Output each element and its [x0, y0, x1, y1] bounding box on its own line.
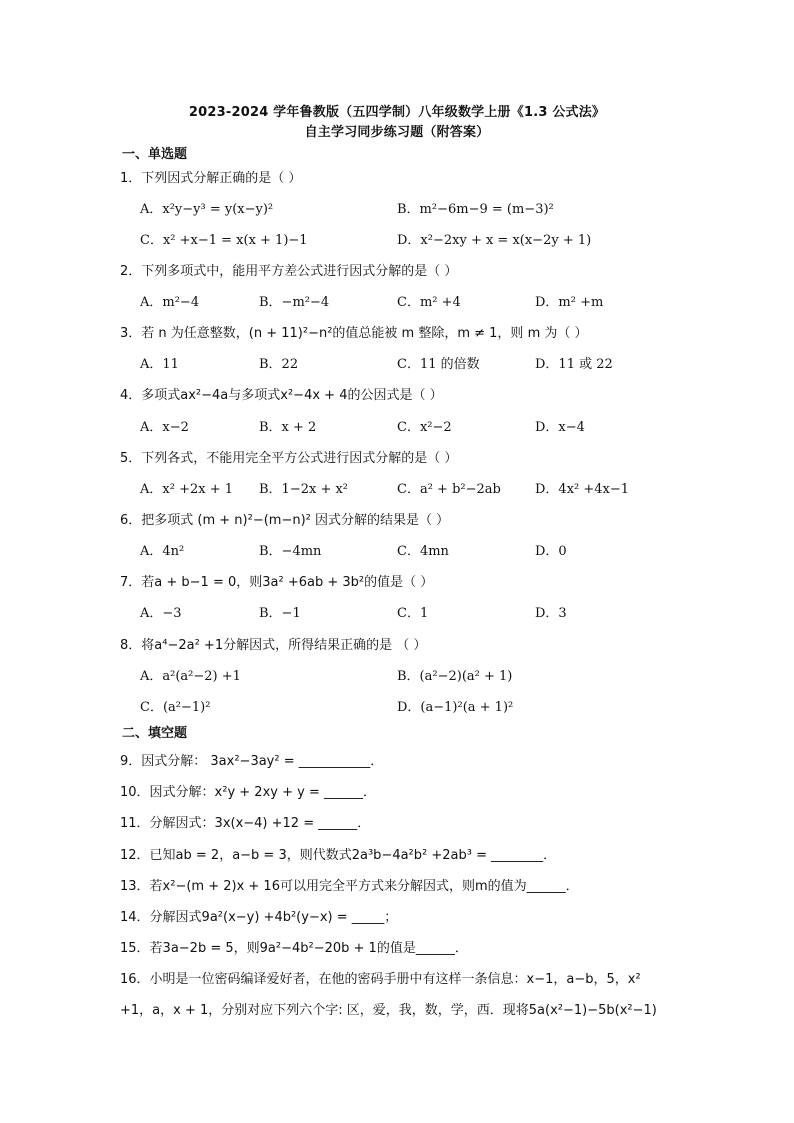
section-heading-single-choice: 一、单选题 [122, 147, 188, 162]
question-4-option-c: C．x²−2 [397, 420, 452, 435]
question-6: 6．把多项式 (m + n)²−(m−n)² 因式分解的结果是（ ） [120, 513, 450, 528]
question-16-line-2: +1，a，x + 1，分别对应下列六个字: 区，爱，我，数，学，西．现将5a(x²−1)−5b(x²−1) [120, 1003, 657, 1018]
question-1-option-c: C．x² +x−1 = x(x + 1)−1 [140, 233, 308, 248]
question-8-option-b: B．(a²−2)(a² + 1) [397, 669, 513, 684]
question-4: 4．多项式ax²−4a与多项式x²−4x + 4的公因式是（ ） [120, 388, 443, 403]
question-15: 15．若3a−2b = 5，则9a²−4b²−20b + 1的值是______． [120, 941, 468, 956]
question-6-option-b: B．−4mn [259, 544, 322, 559]
question-5: 5．下列各式，不能用完全平方公式进行因式分解的是（ ） [120, 451, 458, 466]
question-1-option-d: D．x²−2xy + x = x(x−2y + 1) [397, 233, 592, 248]
question-2-option-c: C．m² +4 [397, 295, 461, 310]
question-16-line-1: 16．小明是一位密码编译爱好者，在他的密码手册中有这样一条信息：x−1，a−b，5，x² [120, 972, 641, 987]
question-7-option-b: B．−1 [259, 606, 301, 621]
question-8-option-a: A．a²(a²−2) +1 [140, 669, 241, 684]
question-6-option-d: D．0 [535, 544, 567, 559]
question-1: 1．下列因式分解正确的是（ ） [120, 171, 302, 186]
question-5-option-a: A．x² +2x + 1 [140, 482, 233, 497]
question-7-option-d: D．3 [535, 606, 567, 621]
question-5-option-b: B．1−2x + x² [259, 482, 349, 497]
question-8: 8．将a⁴−2a² +1分解因式，所得结果正确的是 （ ） [120, 638, 427, 653]
question-6-option-c: C．4mn [397, 544, 449, 559]
question-2-option-d: D．m² +m [535, 295, 604, 310]
question-7: 7．若a + b−1 = 0，则3a² +6ab + 3b²的值是（ ） [120, 575, 434, 590]
question-4-option-a: A．x−2 [140, 420, 189, 435]
question-7-option-a: A．−3 [140, 606, 182, 621]
question-5-option-c: C．a² + b²−2ab [397, 482, 501, 497]
question-10: 10．因式分解：x²y + 2xy + y = ______． [120, 785, 376, 800]
question-2: 2．下列多项式中，能用平方差公式进行因式分解的是（ ） [120, 264, 458, 279]
question-8-option-c: C．(a²−1)² [140, 700, 211, 715]
question-7-option-c: C．1 [397, 606, 429, 621]
question-3-option-a: A．11 [140, 357, 179, 372]
question-3-option-d: D．11 或 22 [535, 357, 613, 372]
question-4-option-b: B．x + 2 [259, 420, 317, 435]
question-8-option-d: D．(a−1)²(a + 1)² [397, 700, 514, 715]
question-13: 13．若x²−(m + 2)x + 16可以用完全平方式来分解因式，则m的值为______． [120, 879, 579, 894]
document-title-line1: 2023-2024 学年鲁教版（五四学制）八年级数学上册《1.3 公式法》 [188, 105, 606, 120]
question-14: 14．分解因式9a²(x−y) +4b²(y−x) = _____； [120, 910, 398, 925]
question-2-option-a: A．m²−4 [140, 295, 200, 310]
document-title-line2: 自主学习同步练习题（附答案） [304, 125, 490, 140]
question-3-option-b: B．22 [259, 357, 299, 372]
question-3-option-c: C．11 的倍数 [397, 357, 480, 372]
question-9: 9．因式分解： 3ax²−3ay² = ___________． [120, 754, 384, 769]
question-11: 11．分解因式：3x(x−4) +12 = ______． [120, 816, 371, 831]
question-1-option-a: A．x²y−y³ = y(x−y)² [140, 202, 274, 217]
question-1-option-b: B．m²−6m−9 = (m−3)² [397, 202, 554, 217]
question-12: 12．已知ab = 2，a−b = 3，则代数式2a³b−4a²b² +2ab³ = ________． [120, 848, 557, 863]
section-heading-fill-in: 二、填空题 [122, 726, 188, 741]
question-6-option-a: A．4n² [140, 544, 185, 559]
question-5-option-d: D．4x² +4x−1 [535, 482, 630, 497]
question-3: 3．若 n 为任意整数，(n + 11)²−n²的值总能被 m 整除，m ≠ 1，则 m 为（ ） [120, 326, 588, 341]
question-4-option-d: D．x−4 [535, 420, 585, 435]
question-2-option-b: B．−m²−4 [259, 295, 330, 310]
